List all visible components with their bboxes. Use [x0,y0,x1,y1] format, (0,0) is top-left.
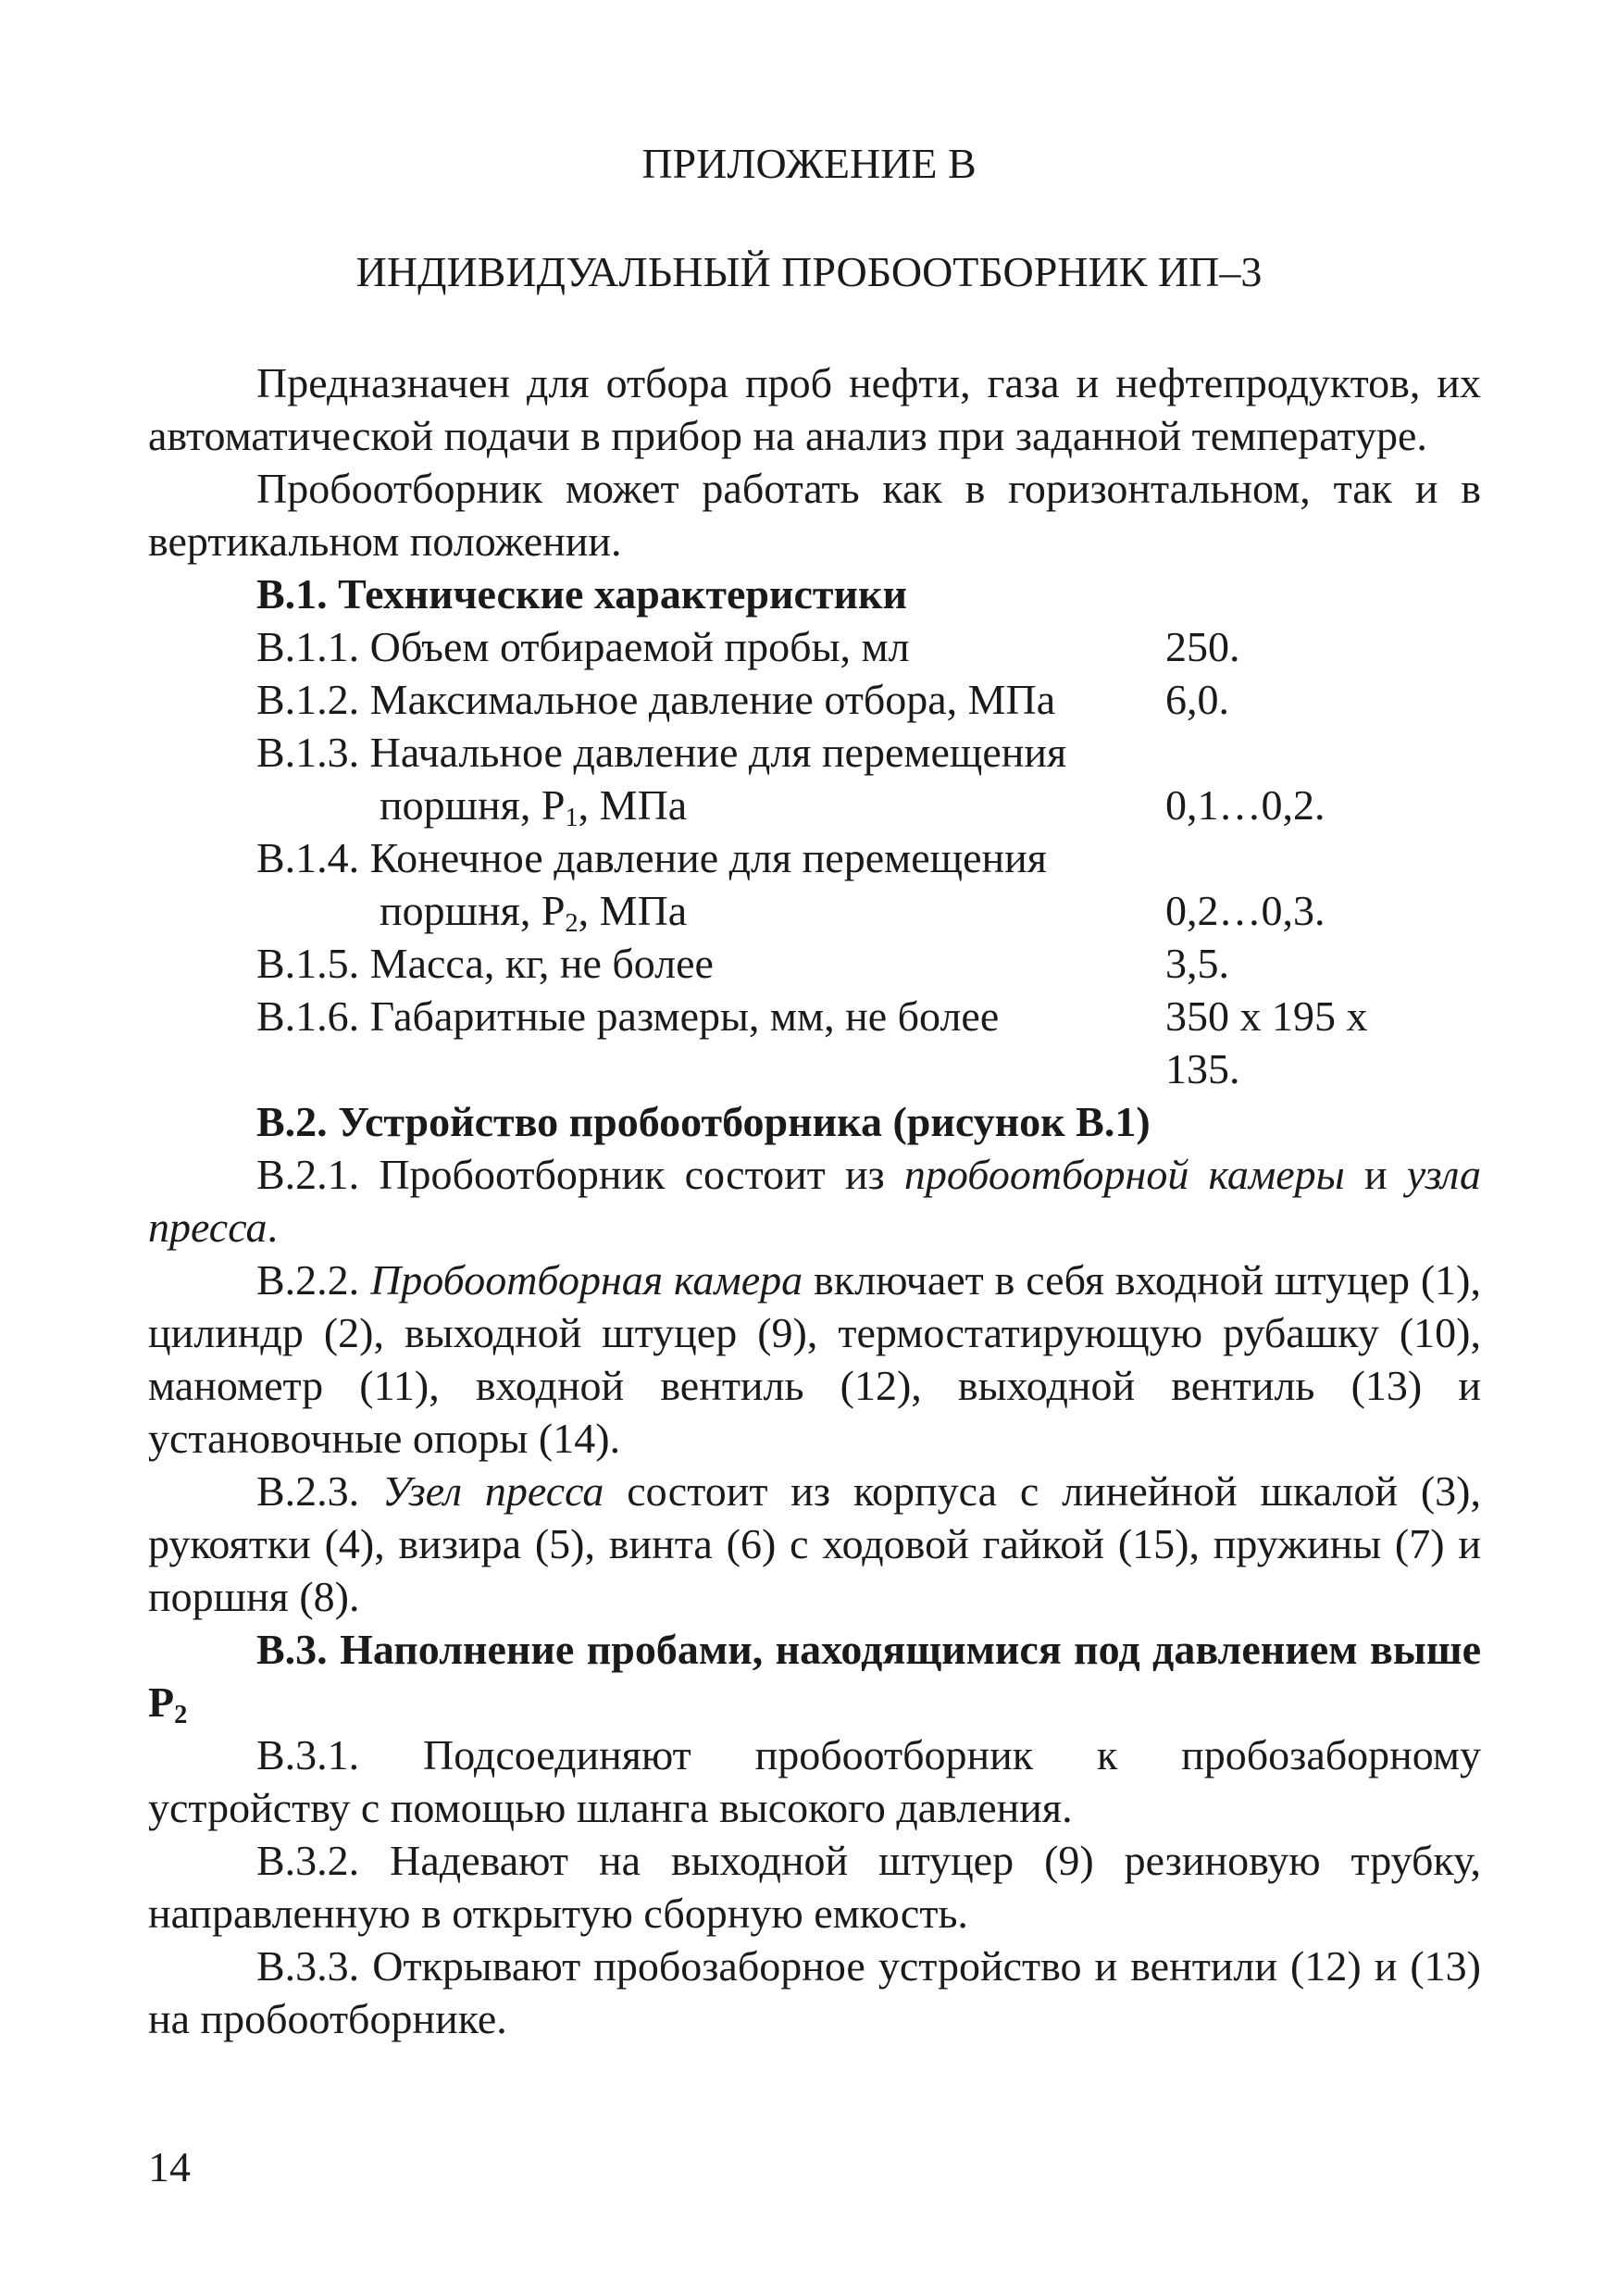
spec-row-3-cont [148,779,1481,831]
spec-row-6-cont [148,1042,1481,1095]
section-2-heading: В.2. Устройство пробоотборника (рисунок В.1) [256,1098,1151,1145]
spec-label: В.1.3. Начальное давление для перемещения [256,729,1067,776]
spec-value: 0,1…0,2. [1165,781,1326,829]
section-1-heading: В.1. Технические характеристики [256,570,907,618]
spec-label: В.1.5. Масса, кг, не более [256,940,714,987]
spec-value: 6,0. [1165,676,1229,723]
spec-label-cont: поршня, $Р_2$, МПа [380,887,688,939]
spec-label: В.1.6. Габаритные размеры, мм, не более [256,992,1000,1040]
spec-label: В.1.2. Максимальное давление отбора, МПа [256,676,1056,723]
section-2-paragraph-1: В.2.1. Пробоотборник состоит из пробоотборной камеры и узла пресса. [148,1151,1481,1251]
spec-row-3 [148,726,1481,779]
section-3-paragraph-2: В.3.2. Надевают на выходной штуцер (9) резиновую трубку, направленную в открытую сборную емкость. [148,1837,1481,1937]
section-3-paragraph-3: В.3.3. Открывают пробозаборное устройство и вентили (12) и (13) на пробоотборнике. [148,1942,1481,2042]
spec-row-4 [148,831,1481,884]
spec-row-5 [148,937,1481,990]
spec-label: В.1.1. Объем отбираемой пробы, мл [256,623,910,670]
spec-value: 3,5. [1165,940,1229,987]
spec-row-1 [148,620,1481,673]
spec-value-cont: 135. [1165,1045,1240,1092]
section-3-paragraph-1: В.3.1. Подсоединяют пробоотборник к пробозаборному устройству с помощью шланга высокого давления. [148,1731,1481,1831]
page-number: 14 [148,2143,191,2190]
spec-row-2 [148,673,1481,726]
spec-value: 250. [1165,623,1240,670]
section-2-paragraph-2: В.2.2. Пробоотборная камера включает в себя входной штуцер (1), цилиндр (2), выходной штуцер (9), термостатирующую рубашку (10), манометр (11), входной вентиль (12), выходной вентиль (13) и установочные опоры (14). [148,1256,1481,1462]
section-3-heading: В.3. Наполнение пробами, находящимися под давлением выше $Р_2$ [148,1626,1481,1730]
spec-value: 0,2…0,3. [1165,887,1326,934]
appendix-label: ПРИЛОЖЕНИЕ В [641,140,977,187]
spec-row-4-cont [148,884,1481,937]
spec-label: В.1.4. Конечное давление для перемещения [256,834,1047,881]
spec-value: 350 х 195 х [1165,992,1368,1040]
spec-row-6 [148,990,1481,1042]
page-title: ИНДИВИДУАЛЬНЫЙ ПРОБООТБОРНИК ИП–3 [355,248,1263,295]
document-body [148,356,1481,2045]
section-2-paragraph-3: В.2.3. Узел пресса состоит из корпуса с линейной шкалой (3), рукоятки (4), визира (5), винта (6) с ходовой гайкой (15), пружины (7) и поршня (8). [148,1467,1481,1620]
intro-paragraph-2: Пробоотборник может работать как в горизонтальном, так и в вертикальном положении. [148,465,1481,565]
intro-paragraph-1: Предназначен для отбора проб нефти, газа и нефтепродуктов, их автоматической подачи в прибор на анализ при заданной температуре. [148,359,1481,459]
spec-label-cont: поршня, $Р_1$, МПа [380,781,688,833]
